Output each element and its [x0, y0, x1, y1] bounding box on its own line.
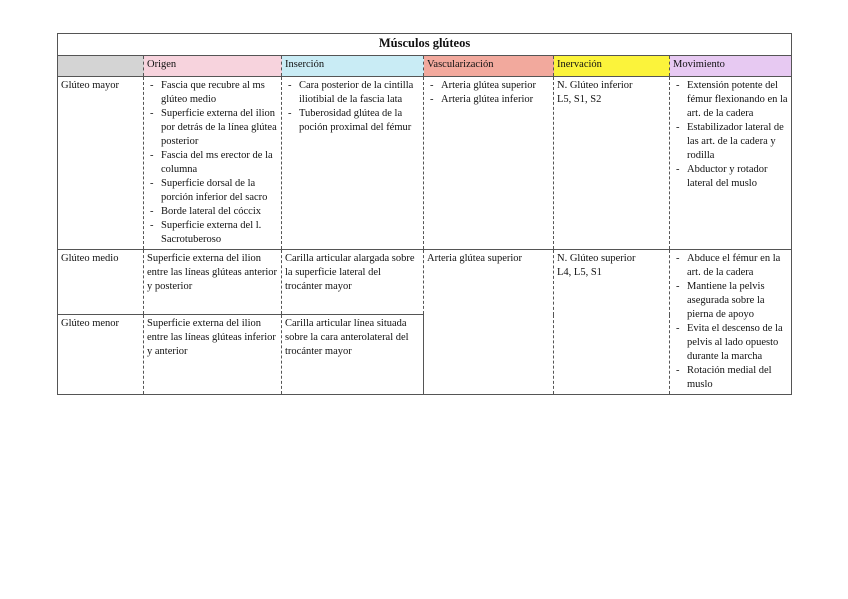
- insercion-list: [285, 79, 420, 135]
- medio-menor-vascularizacion: Arteria glútea superior: [424, 250, 554, 395]
- list-item: - Mantiene la pelvis asegurada sobre la pierna de apoyo: [673, 280, 788, 322]
- header-inervacion: Inervación: [554, 56, 670, 77]
- list-item: - Arteria glútea inferior: [427, 93, 550, 107]
- list-item: - Cara posterior de la cintilla iliotibial de la fascia lata: [285, 79, 420, 107]
- list-item: - Abduce el fémur en la art. de la cadera: [673, 252, 788, 280]
- gluteo-mayor-movimiento: [670, 77, 792, 250]
- muscle-name-gluteo-medio: Glúteo medio: [58, 250, 144, 315]
- header-row: [58, 56, 792, 77]
- gluteo-mayor-origen: [144, 77, 282, 250]
- list-item: - Estabilizador lateral de las art. de la cadera y rodilla: [673, 121, 788, 163]
- list-item: - Superficie externa del l. Sacrotuberoso: [147, 219, 278, 247]
- nerve-roots: L4, L5, S1: [557, 267, 602, 278]
- list-item: - Extensión potente del fémur flexionando en la art. de la cadera: [673, 79, 788, 121]
- list-item: - Abductor y rotador lateral del muslo: [673, 163, 788, 191]
- gluteal-muscles-table: [57, 33, 792, 395]
- gluteo-mayor-insercion: [282, 77, 424, 250]
- gluteo-menor-insercion: Carilla articular línea situada sobre la cara anterolateral del trocánter mayor: [282, 315, 424, 395]
- origen-list: [147, 79, 278, 247]
- header-origen: Origen: [144, 56, 282, 77]
- list-item: - Rotación medial del muslo: [673, 364, 788, 392]
- list-item: - Superficie dorsal de la porción inferior del sacro: [147, 177, 278, 205]
- gluteo-medio-insercion: Carilla articular alargada sobre la superficie lateral del trocánter mayor: [282, 250, 424, 315]
- nerve-name: N. Glúteo superior: [557, 253, 636, 264]
- list-item: - Borde lateral del cóccix: [147, 205, 278, 219]
- header-insercion: Inserción: [282, 56, 424, 77]
- table-title-row: [58, 34, 792, 56]
- header-empty: [58, 56, 144, 77]
- gluteo-mayor-inervacion: [554, 77, 670, 250]
- movimiento-list: [673, 79, 788, 191]
- list-item: - Fascia que recubre al ms glúteo medio: [147, 79, 278, 107]
- list-item: - Evita el descenso de la pelvis al lado opuesto durante la marcha: [673, 322, 788, 364]
- nerve-name: N. Glúteo inferior: [557, 80, 633, 91]
- nerve-roots: L5, S1, S2: [557, 94, 602, 105]
- muscle-name-gluteo-menor: Glúteo menor: [58, 315, 144, 395]
- list-item: - Fascia del ms erector de la columna: [147, 149, 278, 177]
- table-title: Músculos glúteos: [58, 34, 792, 56]
- list-item: - Tuberosidad glútea de la poción proximal del fémur: [285, 107, 420, 135]
- header-movimiento: Movimiento: [670, 56, 792, 77]
- gluteo-menor-origen: Superficie externa del ilion entre las líneas glúteas inferior y anterior: [144, 315, 282, 395]
- movimiento-list: [673, 252, 788, 392]
- gluteo-medio-origen: Superficie externa del ilion entre las líneas glúteas anterior y posterior: [144, 250, 282, 315]
- row-gluteo-medio: [58, 250, 792, 315]
- list-item: - Arteria glútea superior: [427, 79, 550, 93]
- row-gluteo-mayor: [58, 77, 792, 250]
- list-item: - Superficie externa del ilion por detrás de la línea glútea posterior: [147, 107, 278, 149]
- header-vascularizacion: Vascularización: [424, 56, 554, 77]
- medio-menor-movimiento: [670, 250, 792, 395]
- vascularizacion-list: [427, 79, 550, 107]
- gluteo-mayor-vascularizacion: [424, 77, 554, 250]
- medio-menor-inervacion: [554, 250, 670, 395]
- muscle-name-gluteo-mayor: Glúteo mayor: [58, 77, 144, 250]
